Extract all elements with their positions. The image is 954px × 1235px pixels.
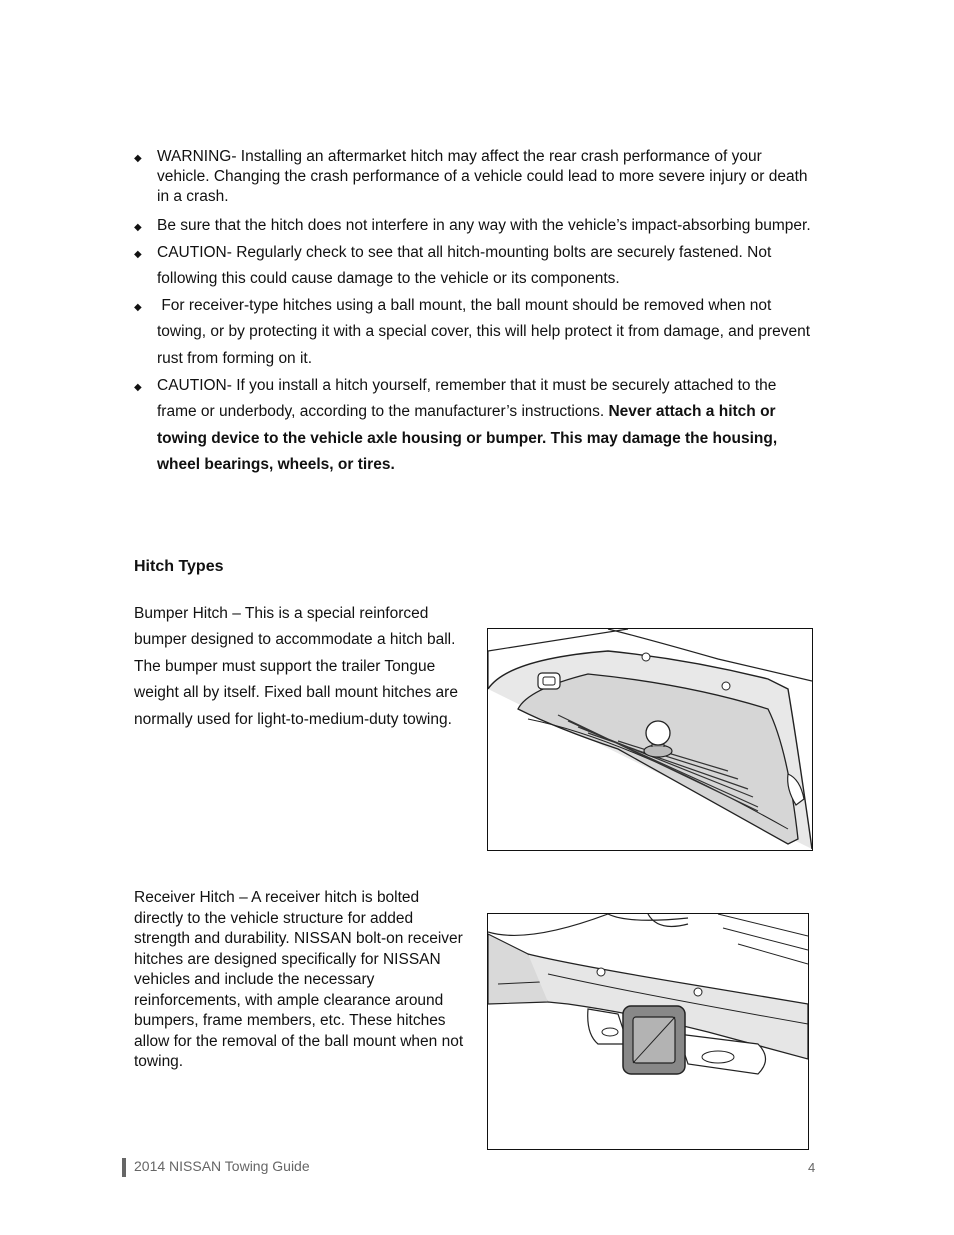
- bullet-bold-text: Never attach a hitch or towing device to the vehicle axle housing or bumper. This may damage the housing, wheel bearings, wheels, or tires.: [157, 403, 778, 474]
- footer-divider: [122, 1158, 126, 1177]
- bumper-hitch-illustration: [487, 628, 813, 851]
- page-number: 4: [808, 1160, 816, 1175]
- section-heading: Hitch Types: [134, 558, 224, 575]
- bullet-caution-bolts: [134, 240, 814, 293]
- diamond-bullet-icon: ◆: [134, 153, 142, 164]
- bullet-caution-install: [134, 373, 814, 479]
- bullet-receiver: [134, 293, 814, 373]
- bumper-hitch-text: This is a special reinforced bumper designed to accommodate a hitch ball. The bumper must support the trailer Tongue weight all by itself. Fixed ball mount hitches are normally used for light-to-medium-duty towing.: [134, 605, 458, 728]
- bullet-lead: CAUTION: [157, 376, 227, 394]
- bumper-hitch-paragraph: [134, 601, 479, 733]
- diamond-bullet-icon: ◆: [134, 381, 142, 393]
- bullet-text: For receiver-type hitches using a ball mount, the ball mount should be removed when not towing, or by protecting it with a special cover, this will help protect it from damage, and prevent rust from forming on it.: [157, 296, 815, 367]
- bullet-impact: [134, 213, 814, 240]
- diamond-bullet-icon: ◆: [134, 222, 142, 233]
- bumper-hitch-drawing: [488, 629, 812, 850]
- receiver-hitch-text: A receiver hitch is bolted directly to the vehicle structure for added strength and durability. NISSAN bolt-on receiver hitches are designed specifically for NISSAN vehicles and include the necessary reinforcements, with ample clearance around bumpers, frame members, etc. These hitches allow for the removal of the ball mount when not towing.: [134, 889, 464, 1070]
- bullet-text: - Regularly check to see that all hitch-mounting bolts are securely fastened. Not following this could cause damage to the vehicle or its components.: [157, 243, 772, 288]
- footer-title: 2014 NISSAN Towing Guide: [134, 1158, 310, 1174]
- receiver-hitch-drawing: [488, 914, 808, 1149]
- bumper-hitch-lead: Bumper Hitch –: [134, 605, 241, 622]
- receiver-hitch-lead: Receiver Hitch –: [134, 889, 248, 906]
- caution-list: [134, 147, 814, 479]
- bullet-lead: WARNING: [157, 148, 232, 165]
- bullet-lead: CAUTION: [157, 243, 227, 261]
- diamond-bullet-icon: ◆: [134, 248, 142, 260]
- receiver-hitch-paragraph: [134, 888, 464, 1073]
- bullet-text: - Installing an aftermarket hitch may affect the rear crash performance of your vehicle. Changing the crash performance of a vehicle could lead to more severe injury or death in a crash.: [157, 148, 808, 205]
- diamond-bullet-icon: ◆: [134, 301, 142, 313]
- bullet-text: - If you install a hitch yourself, remember that it must be securely attached to the frame or underbody, according to the manufacturer’s instructions.: [157, 376, 777, 421]
- bullet-warning: [134, 147, 814, 207]
- bullet-text: Be sure that the hitch does not interfere in any way with the vehicle’s impact-absorbing bumper.: [157, 217, 811, 234]
- receiver-hitch-illustration: [487, 913, 809, 1150]
